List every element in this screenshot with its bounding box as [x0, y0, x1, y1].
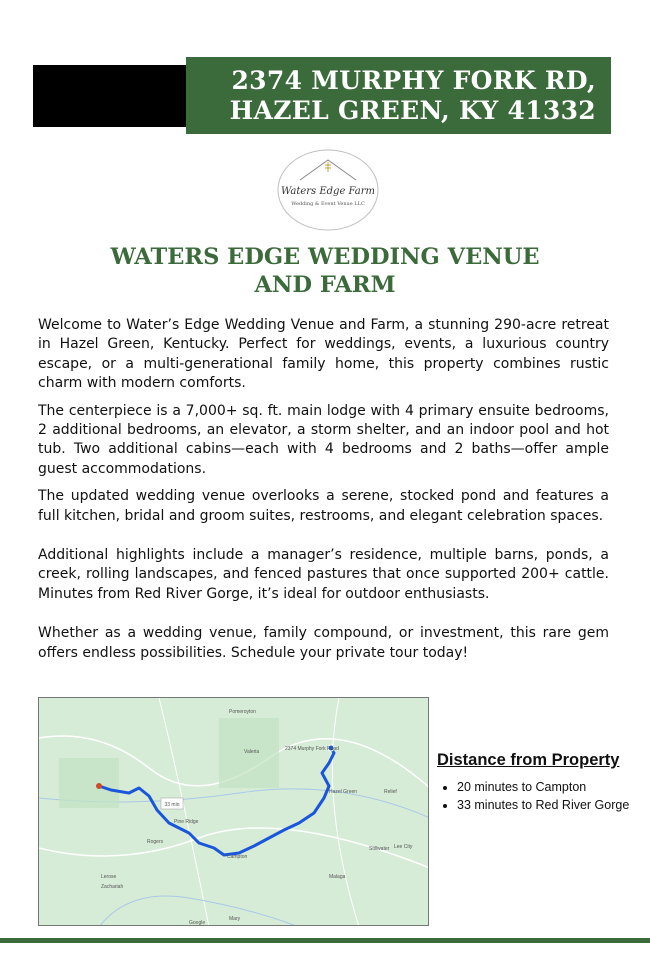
logo-subtitle: Wedding & Event Venue LLC — [291, 201, 365, 207]
route-time: 33 min — [164, 802, 180, 808]
title-line-2: AND FARM — [254, 272, 396, 298]
farm-logo — [276, 148, 380, 232]
map-label-valeria: Valeria — [244, 749, 260, 755]
address-line-2: HAZEL GREEN, KY 41332 — [229, 96, 596, 125]
page-title — [60, 243, 590, 299]
logo-name: Waters Edge Farm — [280, 186, 376, 197]
map-label-zachariah: Zachariah — [101, 884, 124, 890]
map-label-rogers: Rogers — [147, 839, 164, 845]
map-label-stillwater: Stillwater — [369, 846, 390, 852]
description — [38, 316, 609, 671]
redaction-box — [33, 65, 197, 127]
map-label-relief: Relief — [384, 789, 397, 795]
map-label-lerose: Lerose — [101, 874, 117, 880]
map-label-campton: Campton — [227, 854, 248, 860]
list-item: • 20 minutes to Campton — [457, 778, 647, 796]
map-label-lee-city: Lee City — [394, 844, 413, 850]
map-label-hazel-green: Hazel Green — [329, 789, 358, 795]
route-map — [38, 697, 429, 926]
destination-label: 2374 Murphy Fork Road — [285, 746, 339, 752]
paragraph-intro: Welcome to Water’s Edge Wedding Venue and Farm, a stunning 290-acre retreat in Hazel Green, Kentucky. Perfect for weddings, events, a luxurious country escape, or a multi-generational family home, this property combines rustic charm with modern comforts. — [38, 317, 609, 392]
paragraph-venue: The updated wedding venue overlooks a serene, stocked pond and features a full kitchen, bridal and groom suites, restrooms, and elegant celebration spaces. — [38, 488, 609, 524]
paragraph-highlights: Additional highlights include a manager’s residence, multiple barns, ponds, a creek, rolling landscapes, and fenced pastures that once supported 200+ cattle. Minutes from Red River Gorge, it’s ideal for outdoor enthusiasts. — [38, 547, 609, 602]
map-label-mary: Mary — [229, 916, 241, 922]
address-line-1: 2374 MURPHY FORK RD, — [231, 66, 596, 95]
origin-pin-icon — [96, 783, 102, 789]
distance-list — [437, 778, 647, 814]
map-label-pine-ridge: Pine Ridge — [174, 819, 199, 825]
paragraph-closing: Whether as a wedding venue, family compound, or investment, this rare gem offers endless possibilities. Schedule your private tour today! — [38, 625, 609, 661]
map-label-malaga: Malaga — [329, 874, 346, 880]
bottom-divider — [0, 938, 650, 943]
title-line-1: WATERS EDGE WEDDING VENUE — [110, 244, 540, 270]
distance-panel — [437, 751, 647, 814]
google-attribution: Google — [189, 920, 206, 926]
address-banner — [186, 57, 611, 134]
distance-heading: Distance from Property — [437, 751, 620, 769]
map-canvas — [39, 698, 429, 926]
paragraph-lodge: The centerpiece is a 7,000+ sq. ft. main lodge with 4 primary ensuite bedrooms, 2 additional bedrooms, an elevator, a storm shelter, and an indoor pool and hot tub. Two additional cabins—each with 4 bedrooms and 2 baths—offer ample guest accommodations. — [38, 402, 609, 477]
list-item: • 33 minutes to Red River Gorge — [457, 796, 647, 814]
map-label-pomeroyton: Pomeroyton — [229, 709, 256, 715]
